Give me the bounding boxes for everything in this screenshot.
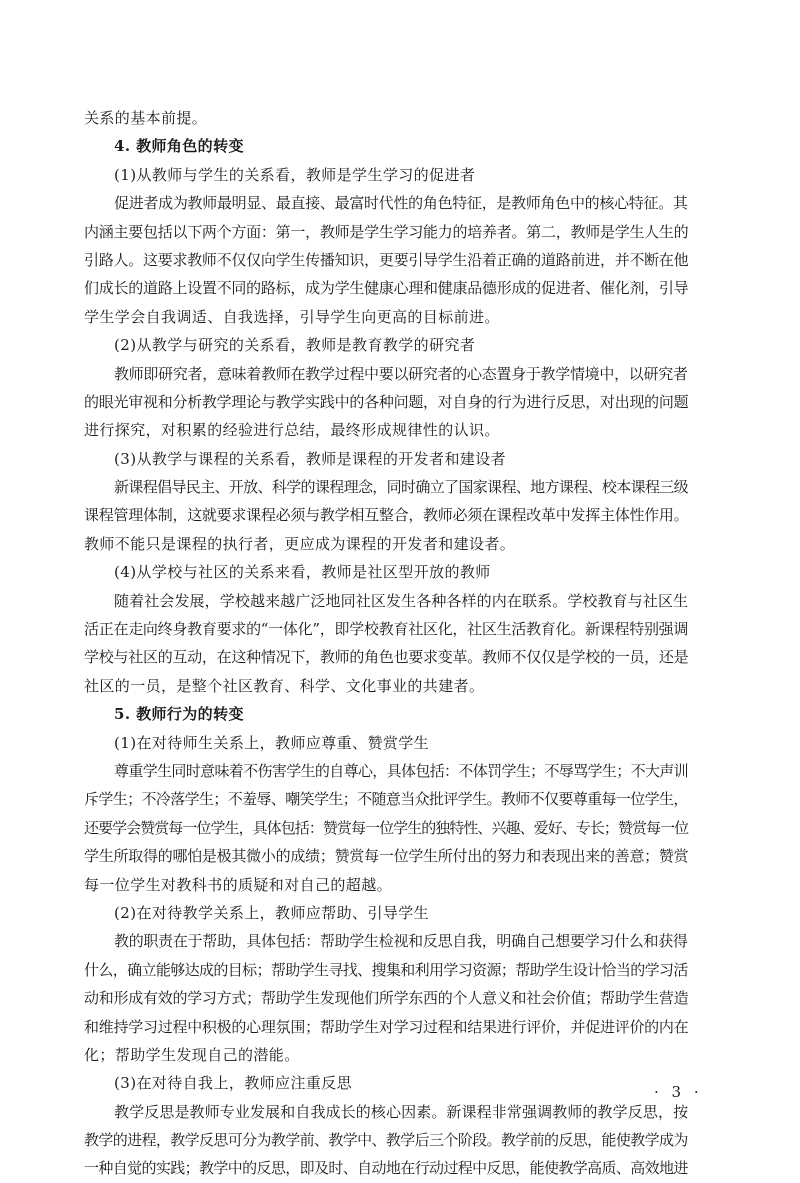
section-title: 4. 教师角色的转变 xyxy=(114,137,244,156)
subheading: (2)从教学与研究的关系看，教师是教育教学的研究者 xyxy=(114,336,476,355)
body-line: 什么，确立能够达成的目标；帮助学生寻找、搜集和利用学习资源；帮助学生设计恰当的学习活 xyxy=(84,960,688,979)
page-number: · 3 · xyxy=(654,1083,703,1101)
body-line: 进行探究，对积累的经验进行总结，最终形成规律性的认识。 xyxy=(84,421,500,440)
body-line: 教学的进程，教学反思可分为教学前、教学中、教学后三个阶段。教学前的反思，能使教学成为 xyxy=(84,1131,688,1150)
body-line: 一种自觉的实践；教学中的反思，即及时、自动地在行动过程中反思，能使教学高质、高效地进 xyxy=(84,1159,688,1178)
body-line: 引路人。这要求教师不仅仅向学生传播知识，更要引导学生沿着正确的道路前进，并不断在他 xyxy=(84,250,689,269)
body-line: 活正在走向终身教育要求的“一体化”，即学校教育社区化，社区生活教育化。新课程特别强调 xyxy=(84,620,689,639)
body-line: 教师不能只是课程的执行者，更应成为课程的开发者和建设者。 xyxy=(84,534,516,553)
subheading: (4)从学校与社区的关系来看，教师是社区型开放的教师 xyxy=(114,563,491,582)
section-title: 5. 教师行为的转变 xyxy=(114,705,244,724)
body-line: 学生学会自我调适、自我选择，引导学生向更高的目标前进。 xyxy=(84,307,500,326)
body-line: 尊重学生同时意味着不伤害学生的自尊心，具体包括：不体罚学生；不辱骂学生；不大声训 xyxy=(114,761,689,780)
subheading: (3)在对待自我上，教师应注重反思 xyxy=(114,1074,353,1093)
body-line: 促进者成为教师最明显、最直接、最富时代性的角色特征，是教师角色中的核心特征。其 xyxy=(114,194,688,213)
subheading: (1)从教师与学生的关系看，教师是学生学习的促进者 xyxy=(114,165,476,184)
body-line: 斥学生；不冷落学生；不羞辱、嘲笑学生；不随意当众批评学生。教师不仅要尊重每一位学生， xyxy=(84,790,688,809)
body-line: 的眼光审视和分析教学理论与教学实践中的各种问题，对自身的行为进行反思，对出现的问题 xyxy=(84,392,689,411)
body-line: 教的职责在于帮助，具体包括：帮助学生检视和反思自我，明确自己想要学习什么和获得 xyxy=(114,932,688,951)
subheading: (1)在对待师生关系上，教师应尊重、赞赏学生 xyxy=(114,733,430,752)
body-line: 化；帮助学生发现自己的潜能。 xyxy=(84,1045,300,1064)
body-line: 随着社会发展，学校越来越广泛地同社区发生各种各样的内在联系。学校教育与社区生 xyxy=(114,591,689,610)
body-line: 教学反思是教师专业发展和自我成长的核心因素。新课程非常强调教师的教学反思，按 xyxy=(114,1102,689,1121)
body-line: 和维持学习过程中积极的心理氛围；帮助学生对学习过程和结果进行评价，并促进评价的内在 xyxy=(84,1017,689,1036)
body-line: 内涵主要包括以下两个方面：第一，教师是学生学习能力的培养者。第二，教师是学生人生的 xyxy=(84,222,689,241)
body-line: 们成长的道路上设置不同的路标，成为学生健康心理和健康品德形成的促进者、催化剂，引导 xyxy=(84,279,689,298)
body-line: 课程管理体制，这就要求课程必须与教学相互整合，教师必须在课程改革中发挥主体性作用。 xyxy=(84,506,689,525)
subheading: (2)在对待教学关系上，教师应帮助、引导学生 xyxy=(114,903,430,922)
body-line: 学生所取得的哪怕是极其微小的成绩；赞赏每一位学生所付出的努力和表现出来的善意；赞赏 xyxy=(84,847,689,866)
body-line: 关系的基本前提。 xyxy=(84,109,208,127)
subheading: (3)从教学与课程的关系看，教师是课程的开发者和建设者 xyxy=(114,449,507,468)
body-line: 学校与社区的互动，在这种情况下，教师的角色也要求变革。教师不仅仅是学校的一员，还是 xyxy=(84,648,689,667)
body-line: 社区的一员，是整个社区教育、科学、文化事业的共建者。 xyxy=(84,676,485,695)
body-line: 动和形成有效的学习方式；帮助学生发现他们所学东西的个人意义和社会价值；帮助学生营造 xyxy=(84,989,689,1008)
body-line: 教师即研究者，意味着教师在教学过程中要以研究者的心态置身于教学情境中，以研究者 xyxy=(114,364,688,383)
body-line: 每一位学生对教科书的质疑和对自己的超越。 xyxy=(84,875,393,894)
body-line: 新课程倡导民主、开放、科学的课程理念，同时确立了国家课程、地方课程、校本课程三级 xyxy=(114,478,689,497)
body-line: 还要学会赞赏每一位学生，具体包括：赞赏每一位学生的独特性、兴趣、爱好、专长；赞赏每一位 xyxy=(84,818,689,837)
